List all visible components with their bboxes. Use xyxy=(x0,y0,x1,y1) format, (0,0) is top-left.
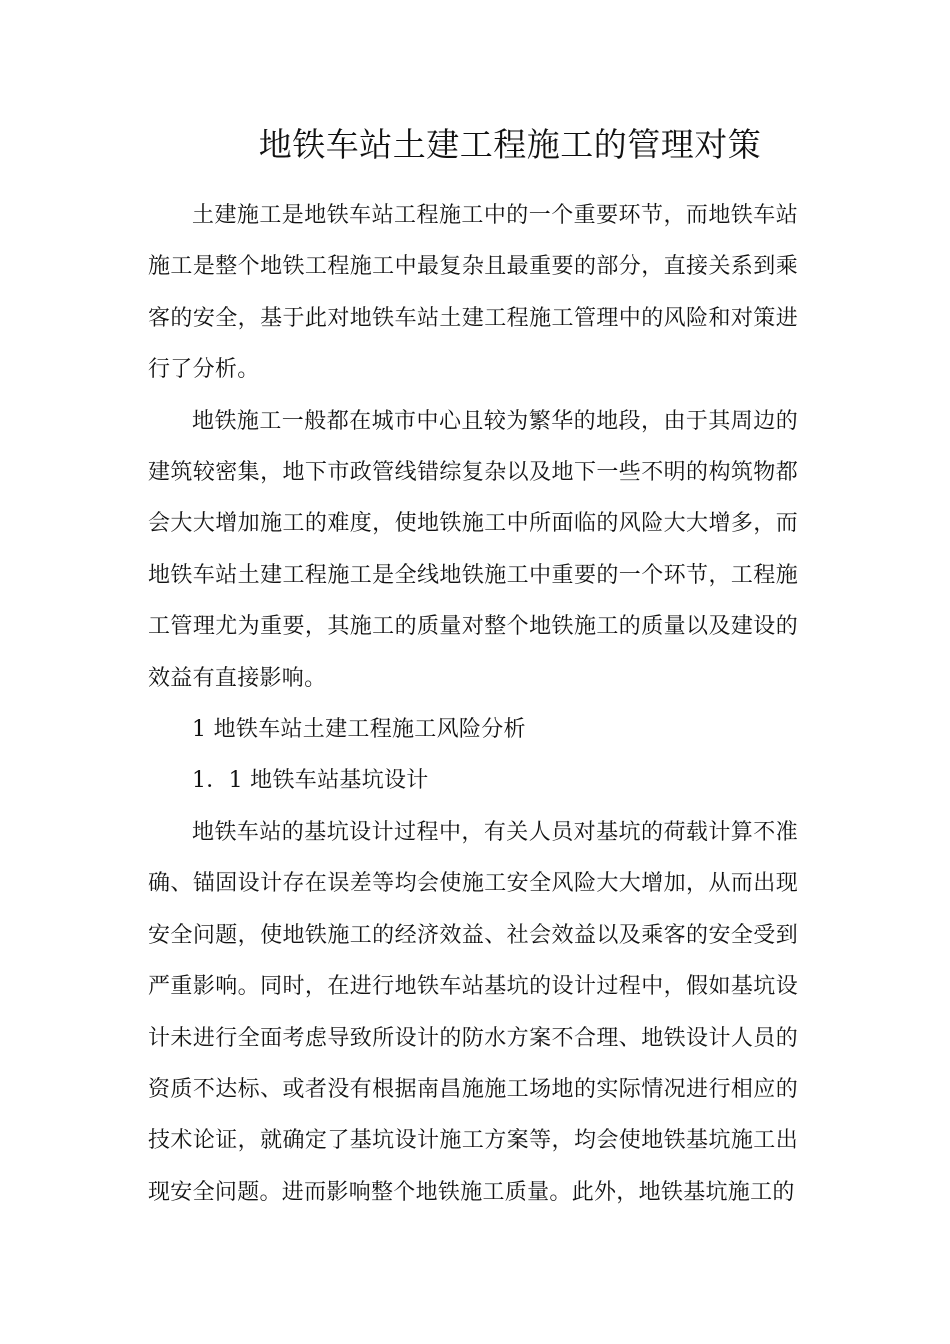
document-body xyxy=(148,190,798,1218)
intro-paragraph: 土建施工是地铁车站工程施工中的一个重要环节，而地铁车站施工是整个地铁工程施工中最复杂且最重要的部分，直接关系到乘客的安全，基于此对地铁车站土建工程施工管理中的风险和对策进行了分析。 xyxy=(148,203,798,383)
document-title: 地铁车站土建工程施工的管理对策 xyxy=(258,125,762,164)
subsection-heading: 1．1 地铁车站基坑设计 xyxy=(192,768,429,794)
background-paragraph: 地铁施工一般都在城市中心且较为繁华的地段，由于其周边的建筑较密集，地下市政管线错综复杂以及地下一些不明的构筑物都会大大增加施工的难度，使地铁施工中所面临的风险大大增多，而地铁车站土建工程施工是全线地铁施工中重要的一个环节，工程施工管理尤为重要，其施工的质量对整个地铁施工的质量以及建设的效益有直接影响。 xyxy=(148,408,798,691)
section-heading: 1 地铁车站土建工程施工风险分析 xyxy=(192,717,526,743)
subsection-paragraph: 地铁车站的基坑设计过程中，有关人员对基坑的荷载计算不准确、锚固设计存在误差等均会使施工安全风险大大增加，从而出现安全问题，使地铁施工的经济效益、社会效益以及乘客的安全受到严重影响。同时，在进行地铁车站基坑的设计过程中，假如基坑设计未进行全面考虑导致所设计的防水方案不合理、地铁设计人员的资质不达标、或者没有根据南昌施施工场地的实际情况进行相应的技术论证，就确定了基坑设计施工方案等，均会使地铁基坑施工出现安全问题。进而影响整个地铁施工质量。此外，地铁基坑施工的 xyxy=(148,819,798,1205)
